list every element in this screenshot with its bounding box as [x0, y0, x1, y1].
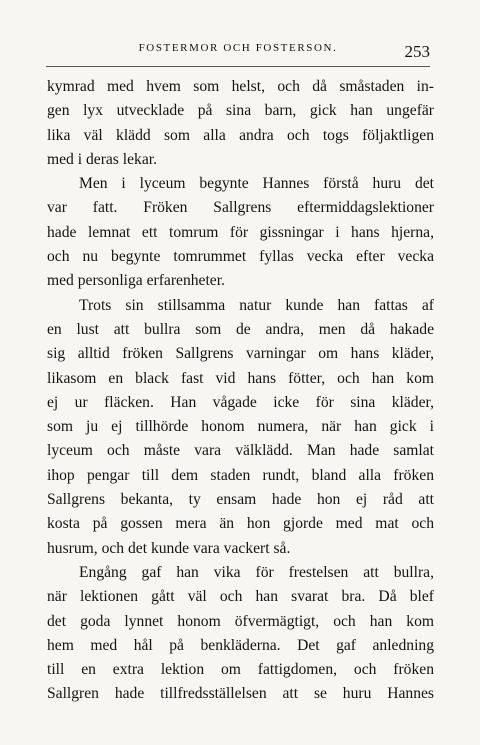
text-line: när lektionen gått väl och han svarat bra. Då blef — [47, 588, 434, 606]
text-line: hem med hål på benkläderna. Det gaf anledning — [47, 636, 434, 654]
text-line: ej ur fläcken. Han vågade icke för sina kläder, — [47, 393, 434, 411]
page-header — [46, 42, 430, 62]
text-line: med personliga erfarenheter. — [47, 272, 225, 290]
running-title: FOSTERMOR OCH FOSTERSON. — [138, 42, 338, 54]
text-line: Men i lyceum begynte Hannes förstå huru det — [79, 175, 434, 193]
text-line: gen lyx utvecklade på sina barn, gick han ungefär — [47, 102, 434, 120]
text-line: kymrad med hvem som helst, och då småstaden in- — [47, 78, 434, 95]
header-rule — [46, 66, 430, 67]
text-line: som ju ej tillhörde honom numera, när han gick i — [47, 418, 434, 436]
text-line: Engång gaf han vika för frestelsen att bullra, — [79, 563, 434, 581]
page-number: 253 — [404, 42, 430, 61]
text-line: och nu begynte tomrummet fyllas vecka efter vecka — [47, 248, 434, 266]
text-line: en lust att bullra som de andra, men då hakade — [47, 320, 434, 338]
text-line: det goda lynnet honom öfvermägtigt, och han kom — [47, 612, 434, 630]
text-line: till en extra lektion om fattigdomen, och fröken — [47, 661, 434, 679]
text-line: hade lemnat ett tomrum för gissningar i hans hjerna, — [47, 223, 434, 241]
text-line: Sallgren hade tillfredsställelsen att se huru Hannes — [47, 685, 434, 703]
text-line: sig alltid fröken Sallgrens varningar om hans kläder, — [47, 345, 434, 363]
text-line: lyceum och måste vara välklädd. Man hade samlat — [47, 442, 434, 460]
body-text — [47, 75, 434, 707]
text-line: ihop pengar till dem staden rundt, bland alla fröken — [47, 466, 434, 484]
text-line: med i deras lekar. — [47, 150, 157, 168]
text-line: lika väl klädd som alla andra och togs följaktligen — [47, 126, 434, 144]
text-line: husrum, och det kunde vara vackert så. — [47, 539, 291, 557]
text-line: var fatt. Fröken Sallgrens eftermiddagslektioner — [47, 199, 434, 217]
text-line: Trots sin stillsamma natur kunde han fattas af — [79, 296, 434, 314]
text-line: likasom en black fast vid hans fötter, och han kom — [47, 369, 434, 387]
text-line: Sallgrens bekanta, ty ensam hade hon ej råd att — [47, 491, 434, 509]
text-line: kosta på gossen mera än hon gjorde med mat och — [47, 515, 434, 533]
